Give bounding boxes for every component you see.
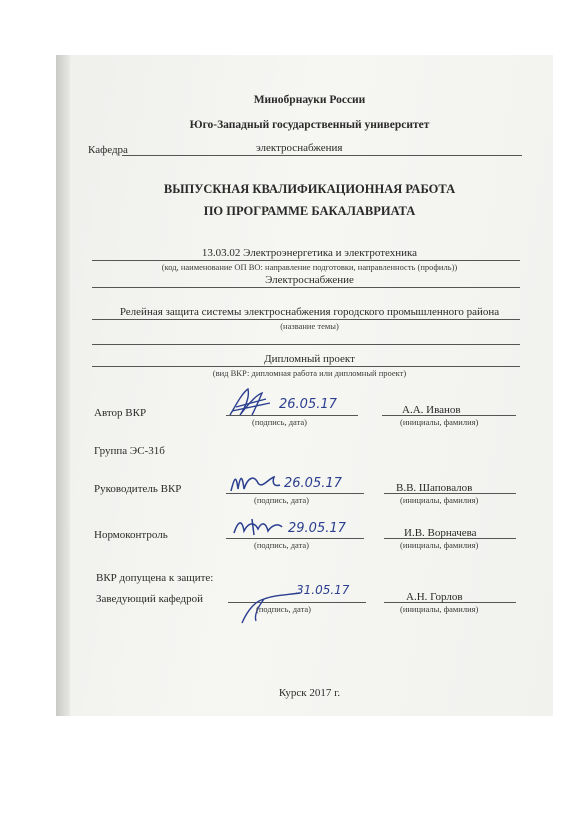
normcontrol-label: Нормоконтроль xyxy=(94,529,168,541)
department-value: электроснабжения xyxy=(256,142,343,154)
head-sign-caption: (подпись, дата) xyxy=(256,604,312,614)
supervisor-sign-caption: (подпись, дата) xyxy=(254,495,310,505)
group: Группа ЭС-31б xyxy=(94,445,165,457)
topic-line-2 xyxy=(92,344,520,345)
supervisor-date: 26.05.17 xyxy=(284,476,342,491)
department-label: Кафедра xyxy=(88,144,128,156)
normcontrol-sign-caption: (подпись, дата) xyxy=(254,540,310,550)
profile: Электроснабжение xyxy=(265,274,354,286)
city-year: Курск 2017 г. xyxy=(278,687,341,699)
topic-caption: (название темы) xyxy=(280,321,339,331)
work-type: Дипломный проект xyxy=(264,353,355,365)
title-line-1: ВЫПУСКНАЯ КВАЛИФИКАЦИОННАЯ РАБОТА xyxy=(163,182,456,196)
author-name: А.А. Иванов xyxy=(402,404,461,416)
author-sign-caption: (подпись, дата) xyxy=(252,417,308,427)
topic: Релейная защита системы электроснабжения городского промышленного района xyxy=(119,306,500,318)
supervisor-name: В.В. Шаповалов xyxy=(396,482,473,494)
head-date: 31.05.17 xyxy=(296,583,350,597)
author-label: Автор ВКР xyxy=(94,407,147,419)
university: Юго-Западный государственный университет xyxy=(189,119,430,131)
supervisor-name-caption: (инициалы, фамилия) xyxy=(400,495,479,505)
head-label: Заведующий кафедрой xyxy=(96,593,203,605)
work-type-caption: (вид ВКР: дипломная работа или дипломный проект) xyxy=(212,368,407,378)
normcontrol-name-caption: (инициалы, фамилия) xyxy=(400,540,479,550)
program-line xyxy=(92,260,520,261)
topic-line xyxy=(92,319,520,320)
title-page xyxy=(66,55,553,716)
profile-line xyxy=(92,287,520,288)
head-name: А.Н. Горлов xyxy=(406,591,463,603)
department-line xyxy=(122,155,522,156)
author-name-caption: (инициалы, фамилия) xyxy=(400,417,479,427)
work-type-line xyxy=(92,366,520,367)
program: 13.03.02 Электроэнергетика и электротехника xyxy=(201,247,418,259)
title-line-2: ПО ПРОГРАММЕ БАКАЛАВРИАТА xyxy=(203,204,416,218)
author-date: 26.05.17 xyxy=(279,397,337,412)
ministry: Минобрнауки России xyxy=(253,94,366,106)
supervisor-label: Руководитель ВКР xyxy=(94,483,182,495)
normcontrol-date: 29.05.17 xyxy=(288,521,346,536)
normcontrol-name: И.В. Ворначева xyxy=(404,527,477,539)
head-name-caption: (инициалы, фамилия) xyxy=(400,604,479,614)
program-caption: (код, наименование ОП ВО: направление подготовки, направленность (профиль)) xyxy=(161,262,458,272)
admitted-text: ВКР допущена к защите: xyxy=(96,572,214,584)
